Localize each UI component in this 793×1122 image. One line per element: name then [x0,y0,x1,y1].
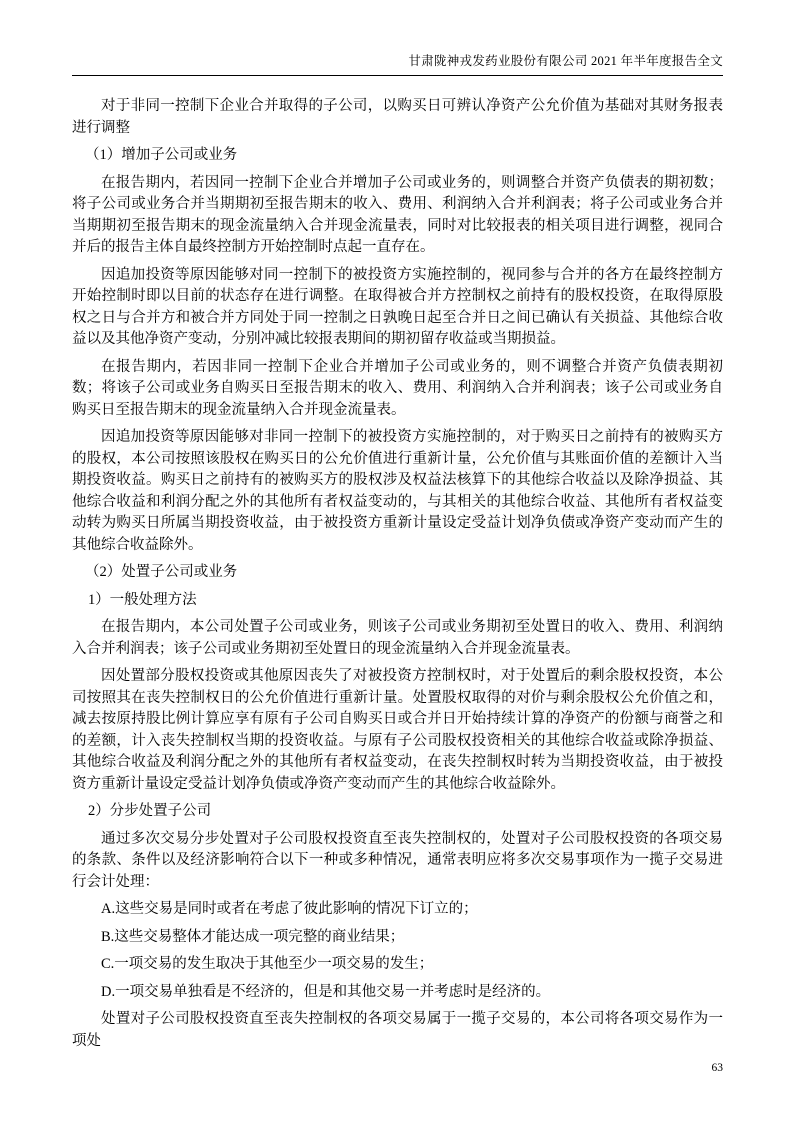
document-body [72,96,723,1058]
page-header [72,52,723,76]
paragraph: 通过多次交易分步处置对子公司股权投资直至丧失控制权的，处置对子公司股权投资的各项交易的条款、条件以及经济影响符合以下一种或多种情况，通常表明应将多次交易事项作为一揽子交易进行会计处理： [72,830,723,890]
section-heading: 2）分步处置子公司 [87,803,212,819]
list-item: B.这些交易整体才能达成一项完整的商业结果； [101,928,405,945]
page-footer [712,1062,724,1074]
paragraph: 在报告期内，若因非同一控制下企业合并增加子公司或业务的，则不调整合并资产负债表期初数；将该子公司或业务自购买日至报告期末的收入、费用、利润纳入合并利润表；该子公司或业务自购买日至报告期末的现金流量纳入合并现金流量表。 [72,358,723,418]
paragraph: 因处置部分股权投资或其他原因丧失了对被投资方控制权时，对于处置后的剩余股权投资，本公司按照其在丧失控制权日的公允价值进行重新计量。处置股权取得的对价与剩余股权公允价值之和，减去按原持股比例计算应享有原有子公司自购买日或合并日开始持续计算的净资产的份额与商誉之和的差额，计入丧失控制权当期的投资收益。与原有子公司股权投资相关的其他综合收益或除净损益、其他综合收益及利润分配之外的其他所有者权益变动，在丧失控制权时转为当期投资收益，由于被投资方重新计量设定受益计划净负债或净资产变动而产生的其他综合收益除外。 [72,668,723,792]
list-item: A.这些交易是同时或者在考虑了彼此影响的情况下订立的； [101,901,478,917]
section-heading: （2）处置子公司或业务 [85,564,238,580]
paragraph: 在报告期内，若因同一控制下企业合并增加子公司或业务的，则调整合并资产负债表的期初数；将子公司或业务合并当期期初至报告期末的收入、费用、利润纳入合并利润表；将子公司或业务合并当期期初至报告期末的现金流量纳入合并现金流量表，同时对比较报表的相关项目进行调整，视同合并后的报告主体自最终控制方开始控制时点起一直存在。 [72,174,723,255]
paragraph: 因追加投资等原因能够对同一控制下的被投资方实施控制的，视同参与合并的各方在最终控制方开始控制时即以目前的状态存在进行调整。在取得被合并方控制权之前持有的股权投资，在取得原股权之日与合并方和被合并方同处于同一控制之日孰晚日起至合并日之间已确认有关损益、其他综合收益以及其他净资产变动，分别冲减比较报表期间的期初留存收益或当期损益。 [72,266,723,347]
list-item: C.一项交易的发生取决于其他至少一项交易的发生； [101,956,434,972]
paragraph: 因追加投资等原因能够对非同一控制下的被投资方实施控制的，对于购买日之前持有的被购买方的股权，本公司按照该股权在购买日的公允价值进行重新计量，公允价值与其账面价值的差额计入当期投资收益。购买日之前持有的被购买方的股权涉及权益法核算下的其他综合收益以及除净损益、其他综合收益和利润分配之外的其他所有者权益变动的，与其相关的其他综合收益、其他所有者权益变动转为购买日所属当期投资收益，由于被投资方重新计量设定受益计划净负债或净资产变动而产生的其他综合收益除外。 [72,429,723,553]
section-heading: 1）一般处理方法 [87,591,197,608]
paragraph: 在报告期内，本公司处置子公司或业务，则该子公司或业务期初至处置日的收入、费用、利润纳入合并利润表；该子公司或业务期初至处置日的现金流量纳入合并现金流量表。 [72,619,723,657]
list-item: D.一项交易单独看是不经济的，但是和其他交易一并考虑时是经济的。 [101,983,551,1000]
paragraph: 处置对子公司股权投资直至丧失控制权的各项交易属于一揽子交易的，本公司将各项交易作为一项处 [72,1011,723,1049]
paragraph: 对于非同一控制下企业合并取得的子公司，以购买日可辨认净资产公允价值为基础对其财务报表进行调整 [72,98,723,136]
page-number: 63 [711,1062,723,1074]
section-heading: （1）增加子公司或业务 [85,147,238,163]
report-header-title: 甘肃陇神戎发药业股份有限公司 2021 年半年度报告全文 [408,54,723,68]
